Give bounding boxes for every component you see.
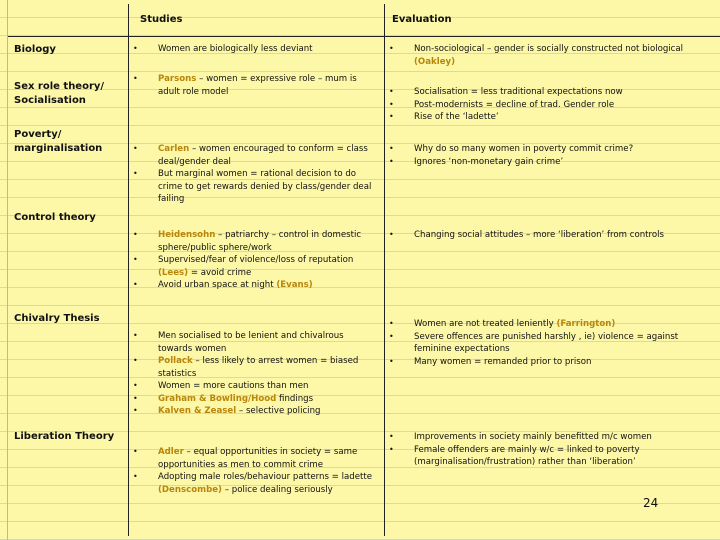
list-item: • Men socialised to be lenient and chivalrous towards women (133, 330, 378, 355)
list-item: • Pollack – less likely to arrest women = biased statistics (133, 355, 378, 380)
page-number: 24 (643, 496, 659, 510)
studies-chivalry (133, 330, 378, 418)
column-divider-left (128, 4, 129, 536)
evaluation-chivalry (389, 318, 709, 368)
list-item: • Non-sociological – gender is socially constructed not biological (Oakley) (389, 43, 699, 68)
list-item: • Parsons – women = expressive role – mum is adult role model (133, 73, 373, 98)
list-item: • Carlen – women encouraged to conform = class deal/gender deal (133, 143, 378, 168)
list-item: • Women are biologically less deviant (133, 43, 373, 56)
list-item: • Why do so many women in poverty commit crime? (389, 143, 699, 156)
list-item: • Heidensohn – patriarchy – control in domestic sphere/public sphere/work (133, 229, 378, 254)
evaluation-sex-role (389, 86, 699, 124)
evaluation-poverty (389, 143, 699, 168)
topic-sex-role: Sex role theory/ Socialisation (14, 81, 105, 106)
topic-liberation: Liberation Theory (14, 431, 115, 442)
studies-control (133, 229, 378, 292)
evaluation-control (389, 229, 709, 242)
list-item: • Adopting male roles/behaviour patterns = ladette (Denscombe) – police dealing seriously (133, 471, 378, 496)
list-item: • Rise of the ‘ladette’ (389, 111, 699, 124)
studies-biology (133, 43, 373, 56)
evaluation-biology (389, 43, 699, 68)
list-item: • Changing social attitudes – more ‘liberation’ from controls (389, 229, 709, 242)
list-item: • Female offenders are mainly w/c = linked to poverty (marginalisation/frustration) rather than ‘liberation’ (389, 444, 699, 469)
list-item: • Ignores ‘non-monetary gain crime’ (389, 156, 699, 169)
list-item: • Severe offences are punished harshly , ie) violence = against feminine expectations (389, 331, 709, 356)
evaluation-header: Evaluation (392, 14, 452, 25)
studies-liberation (133, 446, 378, 496)
list-item: • Socialisation = less traditional expectations now (389, 86, 699, 99)
list-item: • Post-modernists = decline of trad. Gender role (389, 99, 699, 112)
topic-control: Control theory (14, 212, 96, 223)
list-item: • Kalven & Zeasel – selective policing (133, 405, 378, 418)
studies-sex-role (133, 73, 373, 98)
topic-poverty: Poverty/ marginalisation (14, 129, 103, 154)
studies-poverty (133, 143, 378, 206)
evaluation-liberation (389, 431, 699, 469)
list-item: • Many women = remanded prior to prison (389, 356, 709, 369)
list-item: • Women = more cautions than men (133, 380, 378, 393)
list-item: • Women are not treated leniently (Farrington) (389, 318, 709, 331)
list-item: • Supervised/fear of violence/loss of reputation (Lees) = avoid crime (133, 254, 378, 279)
header-divider (8, 36, 720, 37)
column-divider-right (384, 4, 385, 536)
list-item: • Graham & Bowling/Hood findings (133, 393, 378, 406)
studies-header: Studies (140, 14, 183, 25)
list-item: • Improvements in society mainly benefitted m/c women (389, 431, 699, 444)
list-item: • Avoid urban space at night (Evans) (133, 279, 378, 292)
topic-chivalry: Chivalry Thesis (14, 313, 100, 324)
topic-biology: Biology (14, 44, 56, 55)
list-item: • But marginal women = rational decision to do crime to get rewards denied by class/gender deal failing (133, 168, 378, 206)
list-item: • Adler – equal opportunities in society = same opportunities as men to commit crime (133, 446, 378, 471)
